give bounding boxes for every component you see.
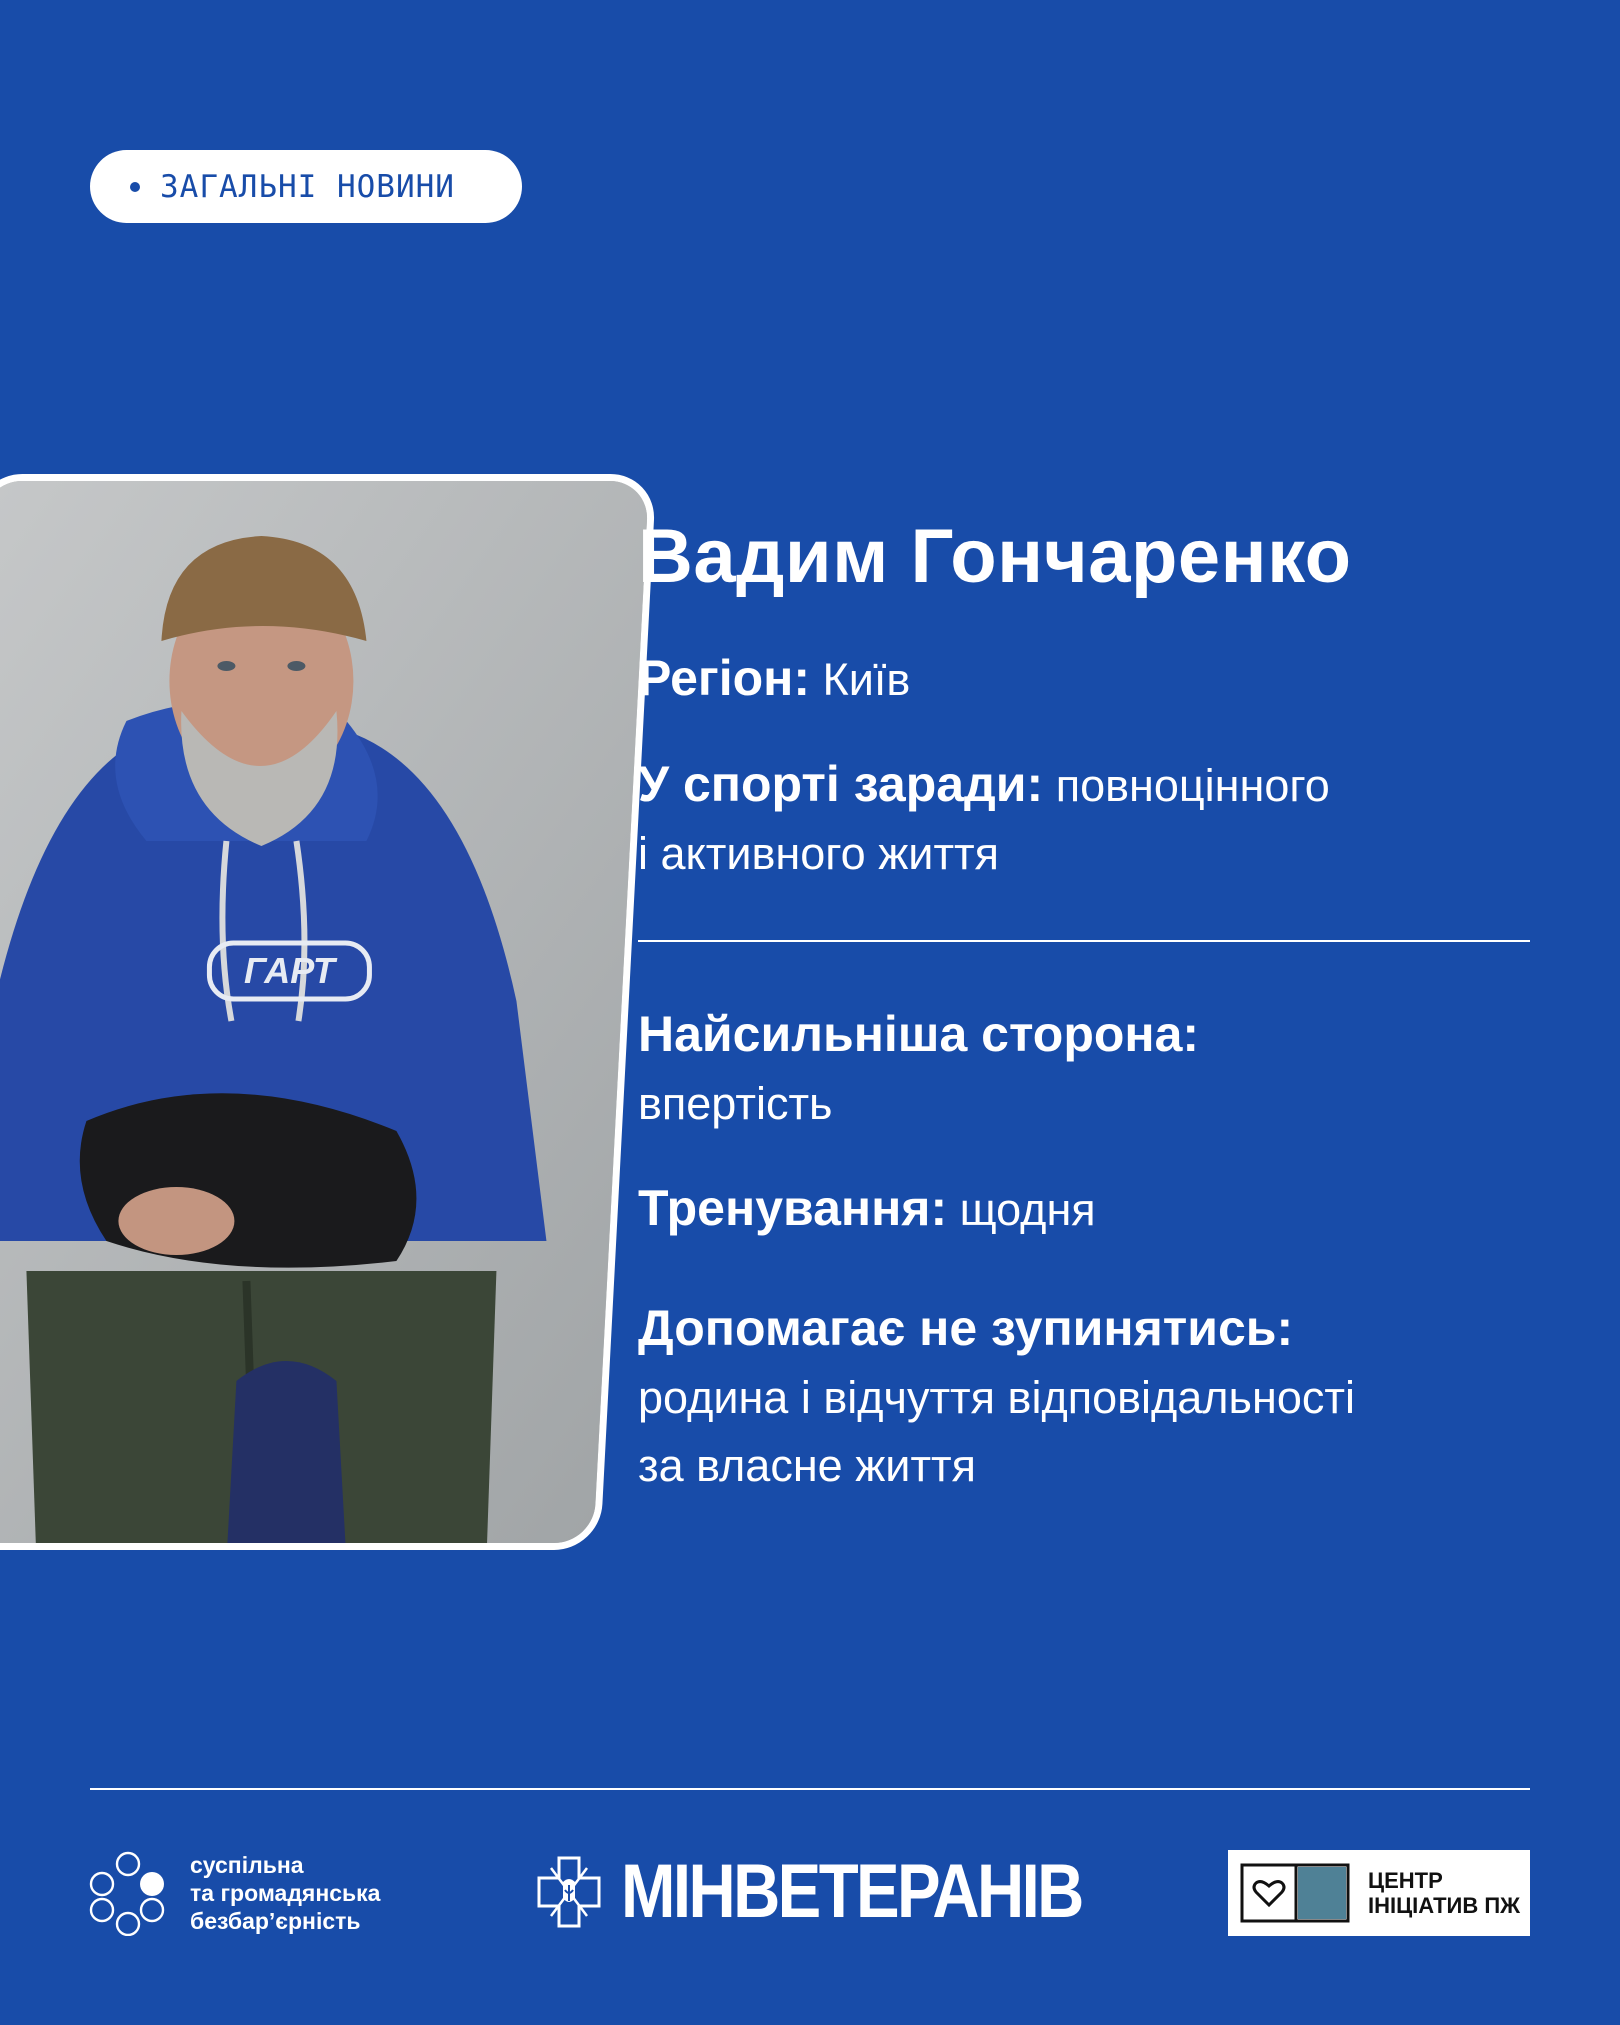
profile-details [638, 510, 1538, 1500]
helps-label: Допомагає не зупинятись: [638, 1300, 1294, 1356]
accessibility-line3: безбар’єрність [190, 1908, 361, 1934]
circles-icon [88, 1850, 168, 1936]
person-name: Вадим Гончаренко [638, 514, 1352, 599]
helps-row [638, 1294, 1538, 1500]
ministry-name: МІНВЕТЕРАНІВ [621, 1849, 1082, 1934]
sport-value-line1: повноцінного [1055, 760, 1330, 811]
category-badge[interactable] [90, 150, 522, 223]
ministry-emblem-icon [533, 1854, 605, 1930]
accessibility-logo[interactable] [88, 1850, 380, 1936]
training-row [638, 1174, 1538, 1244]
center-line2: ІНІЦІАТИВ ПЖ [1368, 1893, 1521, 1918]
sport-label: У спорті заради: [638, 756, 1044, 812]
region-label: Регіон: [638, 650, 811, 706]
center-line1: ЦЕНТР [1368, 1868, 1443, 1893]
veteran-portrait-illustration [0, 481, 656, 1550]
accessibility-line2: та громадянська [190, 1880, 381, 1906]
sport-value-line2: і активного життя [638, 828, 1000, 879]
hoodie-print: ГАРТ [243, 950, 335, 991]
veteran-photo [0, 474, 656, 1550]
bullet-dot-icon [130, 182, 140, 192]
strength-row [638, 1000, 1538, 1138]
section-divider [638, 940, 1530, 942]
category-label: ЗАГАЛЬНІ НОВИНИ [160, 168, 455, 205]
helps-value-line2: за власне життя [638, 1440, 977, 1491]
training-label: Тренування: [638, 1180, 948, 1236]
strength-label: Найсильніша сторона: [638, 1006, 1200, 1062]
footer-divider [90, 1788, 1530, 1790]
accessibility-line1: суспільна [190, 1852, 304, 1878]
ministry-logo[interactable] [533, 1849, 1157, 1934]
region-row [638, 644, 1538, 714]
region-value: Київ [822, 654, 911, 705]
helps-value-line1: родина і відчуття відповідальності [638, 1372, 1355, 1423]
heart-box-icon [1240, 1863, 1350, 1923]
strength-value: впертість [638, 1078, 833, 1129]
sport-row [638, 750, 1538, 888]
training-value: щодня [959, 1184, 1096, 1235]
center-logo[interactable] [1228, 1850, 1530, 1936]
